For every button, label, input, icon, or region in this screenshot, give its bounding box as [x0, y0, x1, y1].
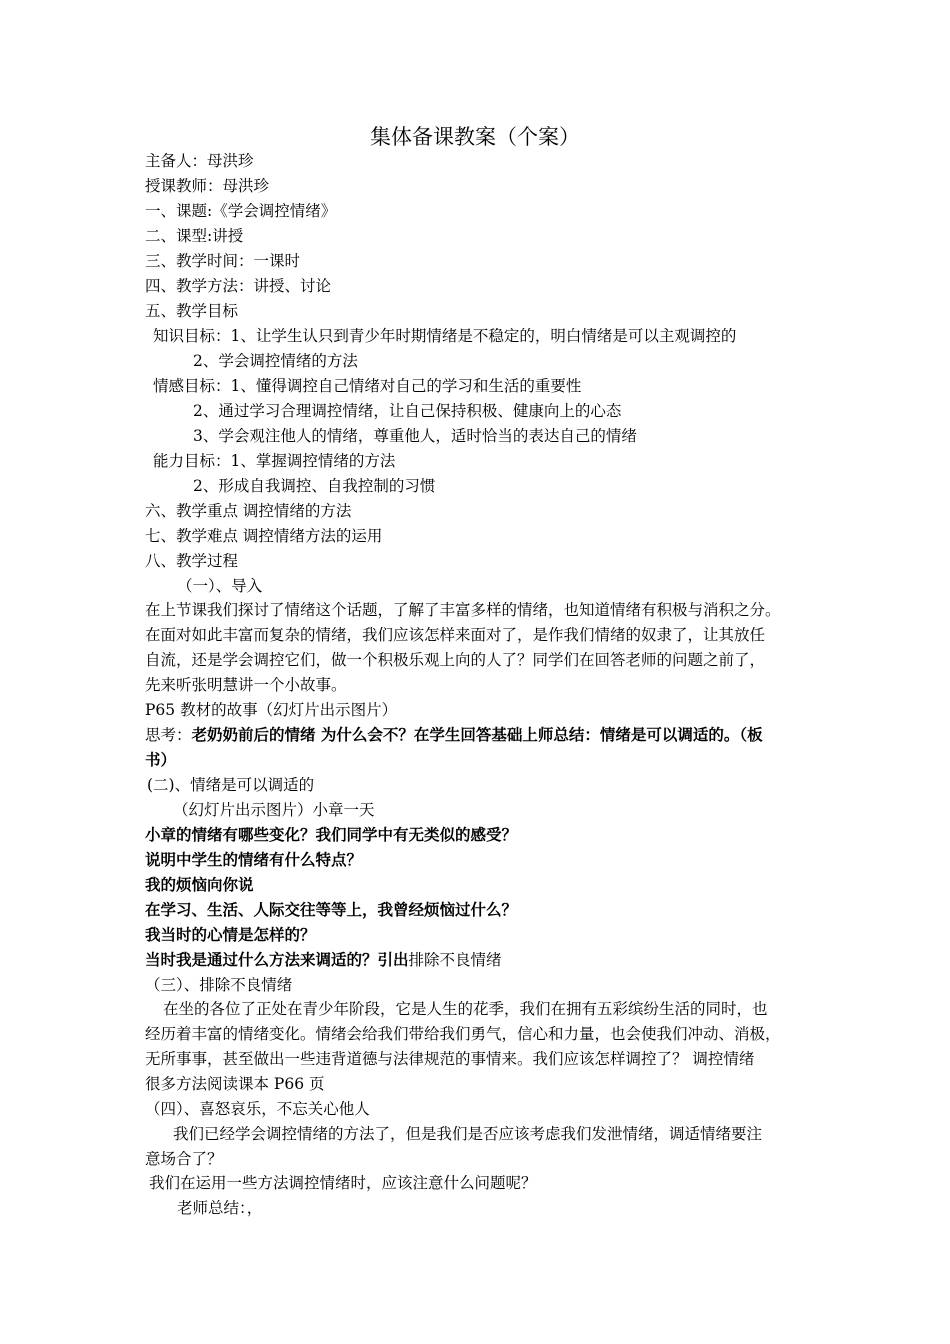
question-5: 我当时的心情是怎样的？ — [145, 925, 316, 944]
ability-goal-1: 能力目标：1、掌握调控情绪的方法 — [153, 452, 396, 470]
emotion-goal-1: 情感目标：1、懂得调控自己情绪对自己的学习和生活的重要性 — [153, 377, 582, 395]
question-6-normal: 排除不良情绪 — [408, 951, 502, 969]
section4-question: 我们在运用一些方法调控情绪时，应该注意什么问题呢？ — [149, 1174, 537, 1192]
section3-paragraph — [145, 997, 817, 1097]
section2-heading: (二)、情绪是可以调适的 — [147, 776, 315, 794]
story-line: P65 教材的故事（幻灯片出示图片） — [145, 701, 398, 719]
section3-heading: （三）、排除不良情绪 — [145, 976, 293, 994]
type-line: 二、课型:讲授 — [145, 227, 244, 245]
paragraph-line: 我们已经学会调控情绪的方法了，但是我们是否应该考虑我们发泄情绪，调适情绪要注 — [173, 1125, 763, 1143]
key-difficulty-line: 七、教学难点 调控情绪方法的运用 — [145, 527, 383, 545]
section4-paragraph — [145, 1122, 817, 1172]
think-line-cont: 书） — [145, 750, 177, 769]
key-focus-line: 六、教学重点 调控情绪的方法 — [145, 502, 352, 520]
knowledge-goal-1: 知识目标：1、让学生认只到青少年时期情绪是不稳定的，明白情绪是可以主观调控的 — [153, 327, 737, 345]
question-6 — [145, 949, 502, 971]
paragraph-line: 在上节课我们探讨了情绪这个话题，了解了丰富多样的情绪，也知道情绪有积极与消积之分。 — [145, 601, 781, 619]
section1-paragraph — [145, 598, 817, 698]
emotion-goal-2: 2、通过学习合理调控情绪，让自己保持积极、健康向上的心态 — [193, 402, 622, 420]
think-prefix: 思考： — [145, 726, 192, 744]
paragraph-line: 在面对如此丰富而复杂的情绪，我们应该怎样来面对了，是作我们情绪的奴隶了，让其放任 — [145, 626, 766, 644]
question-2: 说明中学生的情绪有什么特点？ — [145, 850, 363, 869]
time-line: 三、教学时间：一课时 — [145, 252, 301, 270]
paragraph-line: 无所事事，甚至做出一些违背道德与法律规范的事情来。我们应该怎样调控了？ 调控情绪 — [145, 1050, 755, 1068]
question-6-bold: 当时我是通过什么方法来调适的？引出 — [145, 950, 409, 969]
question-3: 我的烦恼向你说 — [145, 875, 254, 894]
paragraph-line: 在坐的各位了正处在青少年阶段，它是人生的花季，我们在拥有五彩缤纷生活的同时，也 — [163, 1000, 768, 1018]
knowledge-goal-2: 2、学会调控情绪的方法 — [193, 352, 358, 370]
think-question: 老奶奶前后的情绪 为什么会不？在学生回答基础上师总结：情绪是可以调适的。（板 — [191, 725, 763, 744]
paragraph-line: 意场合了？ — [145, 1150, 223, 1168]
method-line: 四、教学方法：讲授、讨论 — [145, 277, 332, 295]
topic-line: 一、课题:《学会调控情绪》 — [145, 202, 337, 220]
slide-line: （幻灯片出示图片）小章一天 — [173, 801, 375, 819]
section1-heading: （一）、导入 — [177, 577, 263, 595]
paragraph-line: 自流，还是学会调控它们，做一个积极乐观上向的人了？同学们在回答老师的问题之前了， — [145, 651, 766, 669]
emotion-goal-3: 3、学会观注他人的情绪，尊重他人，适时恰当的表达自己的情绪 — [193, 427, 637, 445]
goals-heading: 五、教学目标 — [145, 302, 239, 320]
paragraph-line: 先来听张明慧讲一个小故事。 — [145, 676, 347, 694]
paragraph-line: 经历着丰富的情绪变化。情绪会给我们带给我们勇气，信心和力量，也会使我们冲动、消极， — [145, 1025, 781, 1043]
question-1: 小章的情绪有哪些变化？我们同学中有无类似的感受？ — [145, 825, 518, 844]
teacher-summary: 老师总结：， — [177, 1199, 263, 1217]
question-4: 在学习、生活、人际交往等等上，我曾经烦恼过什么？ — [145, 900, 518, 919]
paragraph-line: 很多方法阅读课本 P66 页 — [145, 1075, 325, 1093]
process-heading: 八、教学过程 — [145, 552, 239, 570]
think-line — [145, 724, 763, 746]
section4-heading: （四）、喜怒哀乐，不忘关心他人 — [145, 1100, 370, 1118]
teacher-line: 授课教师：母洪珍 — [145, 177, 270, 195]
document-title: 集体备课教案（个案） — [370, 125, 580, 149]
preparer-line: 主备人：母洪珍 — [145, 152, 254, 170]
ability-goal-2: 2、形成自我调控、自我控制的习惯 — [193, 477, 436, 495]
